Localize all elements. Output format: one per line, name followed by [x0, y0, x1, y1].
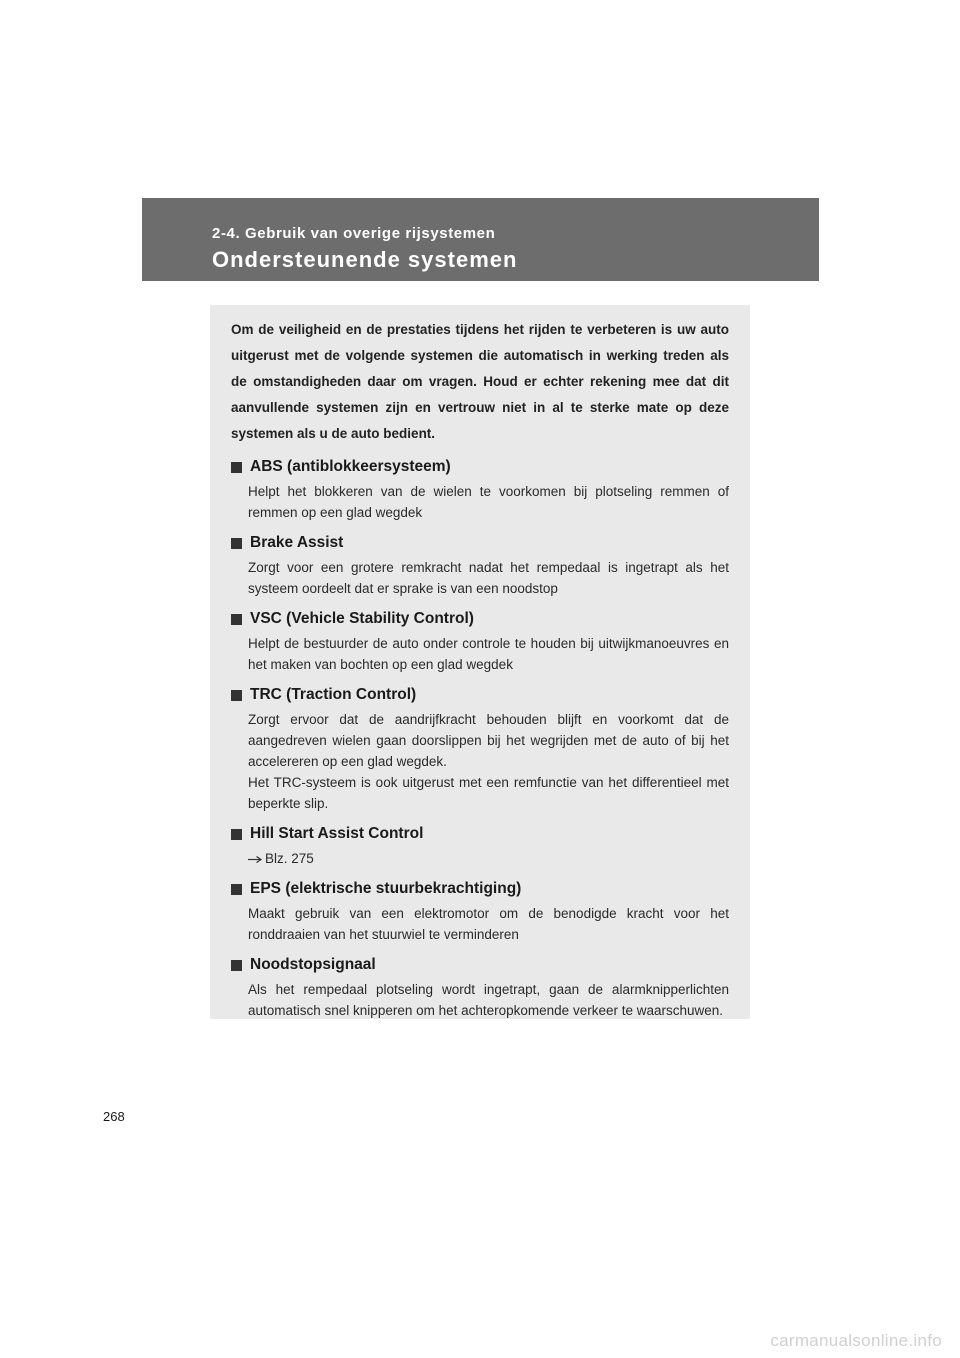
section-label: 2-4. Gebruik van overige rijsystemen	[212, 225, 496, 242]
section-header	[142, 198, 819, 281]
feature-title: Noodstopsignaal	[250, 956, 376, 973]
feature-description: Helpt de bestuurder de auto onder controle te houden bij uitwijkmanoeuvres en het maken van bochten op een glad wegdek	[248, 636, 729, 672]
feature-description-extra: Het TRC-systeem is ook uitgerust met een remfunctie van het differentieel met beperkte slip.	[248, 775, 729, 811]
feature-title: ABS (antiblokkeersysteem)	[250, 458, 451, 475]
feature-description: Als het rempedaal plotseling wordt ingetrapt, gaan de alarmknipperlichten automatisch snel knipperen om het achteropkomende verkeer te waarschuwen.	[248, 982, 729, 1018]
feature-emergency-stop	[231, 954, 729, 1021]
arrow-right-icon	[248, 848, 263, 869]
page-title: Ondersteunende systemen	[212, 247, 518, 272]
feature-title: EPS (elektrische stuurbekrachtiging)	[250, 880, 522, 897]
feature-brake-assist	[231, 532, 729, 599]
square-bullet-icon	[231, 538, 242, 549]
content-box	[210, 305, 750, 1019]
intro-text: Om de veiligheid en de prestaties tijdens het rijden te verbeteren is uw auto uitgerust met de volgende systemen die automatisch in werking treden als de omstandigheden daar om vragen. Houd er echter rekening mee dat dit aanvullende systemen zijn en vertrouw niet in al te sterke mate op deze systemen als u de auto bedient.	[231, 322, 729, 441]
feature-vsc	[231, 608, 729, 675]
watermark: carmanualsonline.info	[770, 1331, 942, 1350]
square-bullet-icon	[231, 462, 242, 473]
feature-eps	[231, 878, 729, 945]
feature-title: Brake Assist	[250, 534, 344, 551]
feature-title: VSC (Vehicle Stability Control)	[250, 610, 474, 627]
feature-title: TRC (Traction Control)	[250, 686, 417, 703]
square-bullet-icon	[231, 829, 242, 840]
feature-abs	[231, 456, 729, 523]
square-bullet-icon	[231, 690, 242, 701]
feature-trc	[231, 684, 729, 814]
page-reference[interactable]	[248, 848, 729, 869]
page-reference-text: Blz. 275	[265, 851, 314, 866]
feature-title: Hill Start Assist Control	[250, 825, 424, 842]
page-number: 268	[103, 1109, 125, 1124]
feature-description: Helpt het blokkeren van de wielen te voorkomen bij plotseling remmen of remmen op een glad wegdek	[248, 484, 729, 520]
feature-description: Zorgt voor een grotere remkracht nadat het rempedaal is ingetrapt als het systeem oordeelt dat er sprake is van een noodstop	[248, 560, 729, 596]
square-bullet-icon	[231, 614, 242, 625]
feature-description: Zorgt ervoor dat de aandrijfkracht behouden blijft en voorkomt dat de aangedreven wielen gaan doorslippen bij het wegrijden met de auto of bij het accelereren op een glad wegdek.	[248, 712, 729, 769]
square-bullet-icon	[231, 960, 242, 971]
square-bullet-icon	[231, 884, 242, 895]
feature-description: Maakt gebruik van een elektromotor om de benodigde kracht voor het ronddraaien van het stuurwiel te verminderen	[248, 906, 729, 942]
feature-hill-start	[231, 823, 729, 869]
